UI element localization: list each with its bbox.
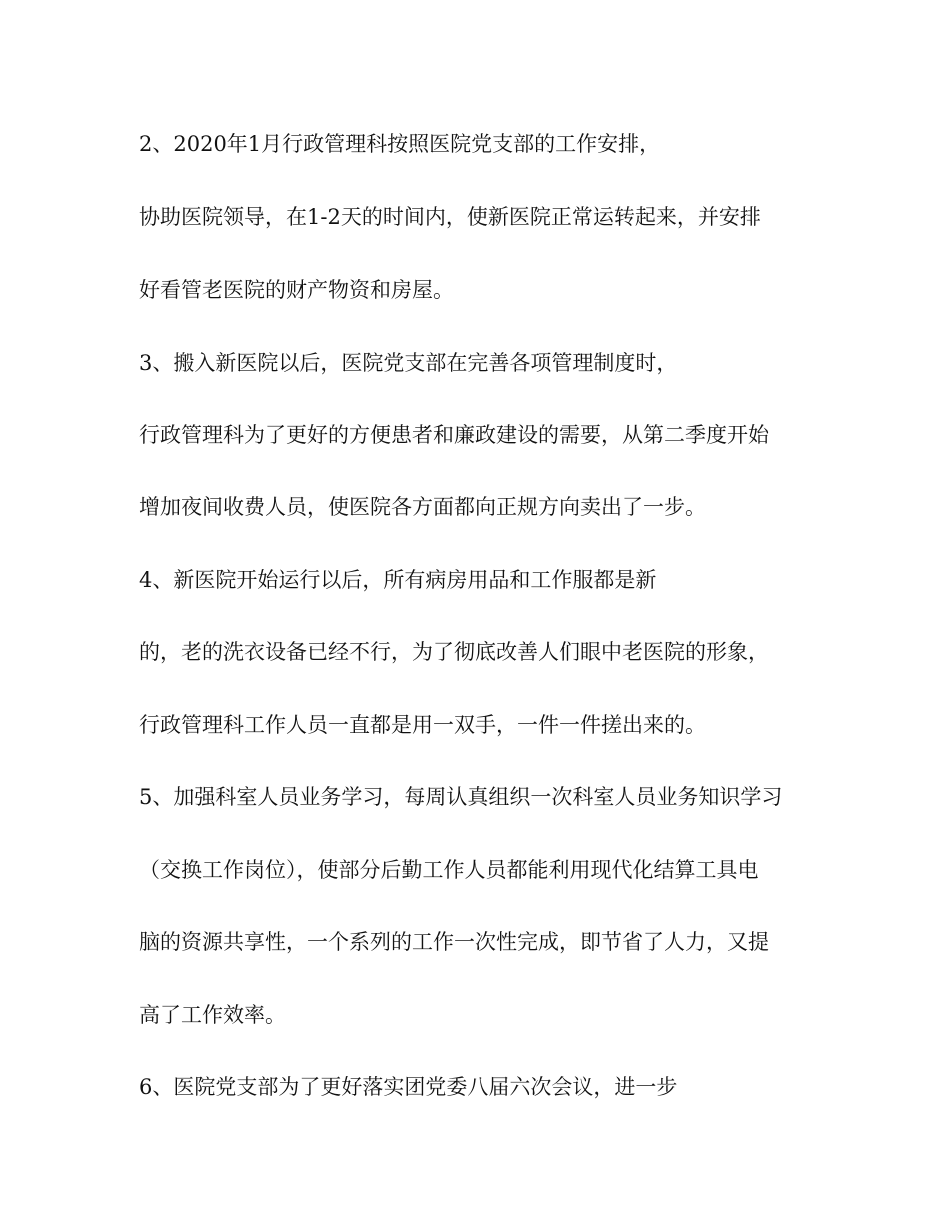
text-line: 协助医院领导，在1-2天的时间内，使新医院正常运转起来，并安排	[139, 205, 761, 229]
text-line: 3、搬入新医院以后，医院党支部在完善各项管理制度时，	[139, 351, 678, 375]
text-line: 好看管老医院的财产物资和房屋。	[139, 278, 454, 302]
text-line: 行政管理科工作人员一直都是用一双手，一件一件搓出来的。	[139, 713, 706, 737]
text-line: 高了工作效率。	[139, 1003, 286, 1027]
text-line: 增加夜间收费人员，使医院各方面都向正规方向卖出了一步。	[139, 495, 706, 519]
text-line: 脑的资源共享性，一个系列的工作一次性完成，即节省了人力，又提	[139, 930, 769, 954]
text-line: 6、医院党支部为了更好落实团党委八届六次会议，进一步	[139, 1075, 678, 1099]
text-line: 行政管理科为了更好的方便患者和廉政建设的需要，从第二季度开始	[139, 423, 769, 447]
text-line: 5、加强科室人员业务学习，每周认真组织一次科室人员业务知识学习	[139, 785, 783, 809]
text-line: 4、新医院开始运行以后，所有病房用品和工作服都是新	[139, 568, 657, 592]
text-line: 的，老的洗衣设备已经不行，为了彻底改善人们眼中老医院的形象，	[139, 640, 769, 664]
text-line: （交换工作岗位），使部分后勤工作人员都能利用现代化结算工具电	[139, 858, 759, 882]
text-line: 2、2020年1月行政管理科按照医院党支部的工作安排，	[139, 132, 661, 156]
